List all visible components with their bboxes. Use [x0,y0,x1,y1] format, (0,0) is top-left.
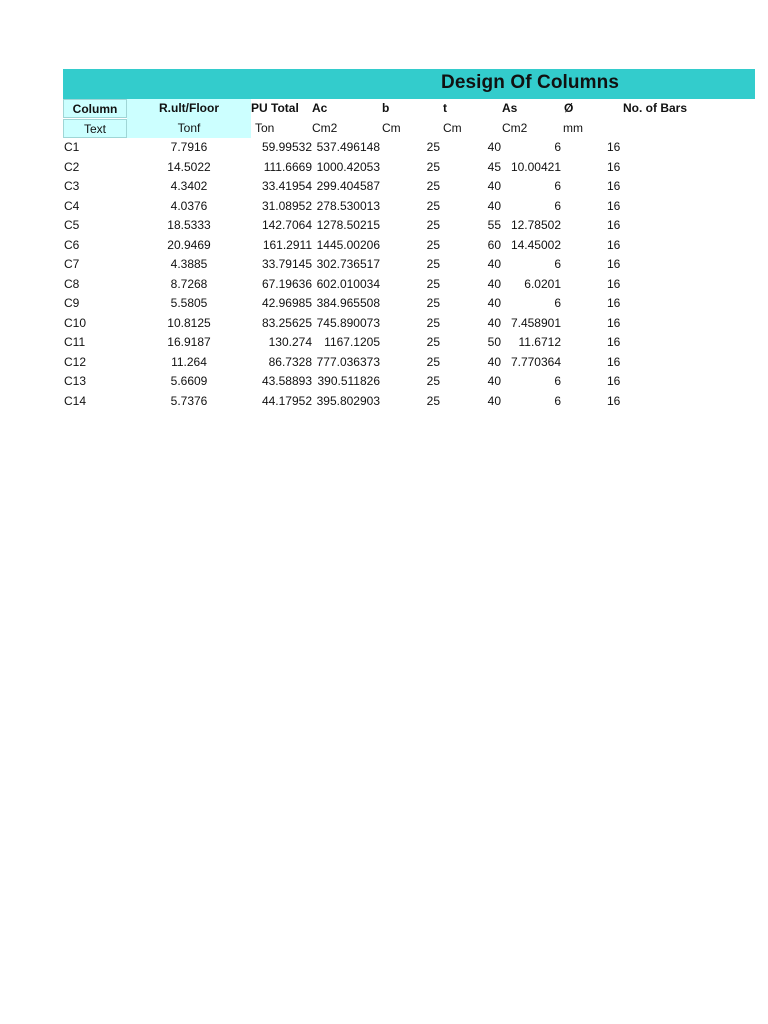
table-row [63,353,755,373]
unit-b[interactable]: Cm [382,120,401,135]
cell-ac[interactable]: 278.530013 [316,198,380,213]
cell-ac[interactable]: 1278.50215 [316,218,380,232]
cell-pu-total[interactable]: 161.2911 [262,237,312,252]
cell-t[interactable]: 50 [487,335,501,349]
cell-t[interactable]: 60 [487,237,501,252]
cell-t[interactable]: 40 [487,179,501,193]
cell-ac[interactable]: 745.890073 [316,315,380,330]
cell-no-of-bars[interactable]: 16 [607,159,621,174]
cell-t[interactable]: 55 [487,218,501,232]
cell-ac[interactable]: 1000.42053 [316,159,380,174]
columns-sheet [63,69,755,411]
unit-pu-total[interactable]: Ton [255,120,275,135]
cell-as[interactable]: 7.458901 [510,315,561,330]
cell-as[interactable]: 6 [554,393,561,408]
cell-t[interactable]: 45 [487,159,501,174]
cell-column-name[interactable]: C3 [64,179,80,193]
cell-no-of-bars[interactable]: 16 [607,257,621,271]
unit-t[interactable]: Cm [443,120,462,135]
cell-as[interactable]: 11.6712 [518,335,561,349]
cell-pu-total[interactable]: 44.17952 [261,393,312,408]
cell-t[interactable]: 40 [487,296,501,310]
unit-as[interactable]: Cm2 [502,120,528,135]
cell-b[interactable]: 25 [426,237,440,252]
header-b[interactable]: b [382,101,390,115]
cell-pu-total[interactable]: 83.25625 [261,315,312,330]
cell-rult[interactable]: 5.5805 [170,296,208,310]
cell-rult[interactable]: 18.5333 [167,218,211,232]
header-as[interactable]: As [502,101,518,115]
table-row [63,138,755,158]
cell-b[interactable]: 25 [426,179,440,193]
cell-ac[interactable]: 1445.00206 [316,237,380,252]
units-row [63,119,755,139]
cell-pu-total[interactable]: 86.7328 [268,354,312,369]
cell-pu-total[interactable]: 42.96985 [261,296,312,310]
table-row [63,255,755,275]
cell-rult[interactable]: 7.7916 [170,140,208,154]
cell-as[interactable]: 6 [554,179,561,193]
table-row [63,314,755,334]
cell-no-of-bars[interactable]: 16 [607,198,621,213]
cell-no-of-bars[interactable]: 16 [607,315,621,330]
cell-column-name[interactable]: C1 [64,140,80,154]
unit-rult[interactable]: Tonf [127,119,251,139]
cell-pu-total[interactable]: 33.41954 [261,179,312,193]
cell-rult[interactable]: 8.7268 [170,276,208,291]
cell-no-of-bars[interactable]: 16 [607,276,621,291]
cell-no-of-bars[interactable]: 16 [607,374,621,388]
cell-no-of-bars[interactable]: 16 [607,296,621,310]
cell-no-of-bars[interactable]: 16 [607,179,621,193]
cell-b[interactable]: 25 [426,257,440,271]
cell-b[interactable]: 25 [426,159,440,174]
cell-column-name[interactable]: C14 [64,393,87,408]
header-column[interactable]: Column [63,99,127,118]
cell-t[interactable]: 40 [487,276,501,291]
header-row [63,99,755,119]
cell-b[interactable]: 25 [426,315,440,330]
cell-t[interactable]: 40 [487,393,501,408]
cell-no-of-bars[interactable]: 16 [607,354,621,369]
cell-rult[interactable]: 20.9469 [167,237,211,252]
cell-as[interactable]: 6 [554,374,561,388]
header-no-of-bars[interactable]: No. of Bars [623,101,688,115]
cell-pu-total[interactable]: 111.6669 [263,159,312,174]
cell-rult[interactable]: 4.3885 [170,257,208,271]
cell-t[interactable]: 40 [487,354,501,369]
cell-pu-total[interactable]: 67.19636 [261,276,312,291]
table-row [63,236,755,256]
table-row [63,392,755,412]
header-t[interactable]: t [443,101,447,115]
cell-rult[interactable]: 14.5022 [167,159,211,174]
cell-as[interactable]: 6 [554,296,561,310]
cell-b[interactable]: 25 [426,354,440,369]
cell-no-of-bars[interactable]: 16 [607,218,621,232]
cell-rult[interactable]: 10.8125 [167,315,211,330]
cell-ac[interactable]: 384.965508 [316,296,380,310]
cell-t[interactable]: 40 [487,315,501,330]
cell-b[interactable]: 25 [426,198,440,213]
cell-rult[interactable]: 4.3402 [170,179,208,193]
cell-column-name[interactable]: C9 [64,296,80,310]
cell-pu-total[interactable]: 130.274 [268,335,312,349]
cell-b[interactable]: 25 [426,335,440,349]
cell-pu-total[interactable]: 43.58893 [261,374,312,388]
table-row [63,197,755,217]
header-ac[interactable]: Ac [312,101,328,115]
cell-pu-total[interactable]: 59.99532 [261,140,312,154]
header-pu-total[interactable]: PU Total [251,101,299,115]
table-row [63,372,755,392]
table-row [63,294,755,314]
cell-column-name[interactable]: C6 [64,237,80,252]
cell-column-name[interactable]: C10 [64,315,87,330]
cell-as[interactable]: 14.45002 [510,237,561,252]
cell-b[interactable]: 25 [426,374,440,388]
cell-column-name[interactable]: C2 [64,159,80,174]
cell-as[interactable]: 12.78502 [510,218,561,232]
cell-ac[interactable]: 537.496148 [316,140,380,154]
cell-as[interactable]: 6 [554,257,561,271]
cell-ac[interactable]: 777.036373 [316,354,380,369]
cell-t[interactable]: 40 [487,257,501,271]
cell-column-name[interactable]: C8 [64,276,80,291]
cell-as[interactable]: 10.00421 [510,159,561,174]
unit-diameter[interactable]: mm [563,120,583,135]
cell-ac[interactable]: 395.802903 [316,393,380,408]
cell-b[interactable]: 25 [426,393,440,408]
cell-t[interactable]: 40 [487,140,501,154]
cell-column-name[interactable]: C11 [64,335,86,349]
cell-rult[interactable]: 16.9187 [167,335,211,349]
header-rult[interactable]: R.ult/Floor [127,99,251,119]
cell-no-of-bars[interactable]: 16 [607,393,621,408]
cell-as[interactable]: 6 [554,198,561,213]
unit-column[interactable]: Text [63,119,127,138]
cell-no-of-bars[interactable]: 16 [607,140,621,154]
cell-pu-total[interactable]: 31.08952 [261,198,312,213]
table-row [63,275,755,295]
cell-column-name[interactable]: C4 [64,198,80,213]
cell-column-name[interactable]: C13 [64,374,87,388]
table-row [63,158,755,178]
table-row [63,177,755,197]
table-row [63,216,755,236]
cell-b[interactable]: 25 [426,218,440,232]
cell-b[interactable]: 25 [426,276,440,291]
table-row [63,333,755,353]
cell-t[interactable]: 40 [487,374,501,388]
cell-as[interactable]: 6 [554,140,561,154]
title-bar [63,69,755,99]
cell-rult[interactable]: 11.264 [171,354,207,369]
cell-t[interactable]: 40 [487,198,501,213]
cell-as[interactable]: 7.770364 [510,354,561,369]
cell-pu-total[interactable]: 142.7064 [261,218,312,232]
cell-ac[interactable]: 1167.1205 [324,335,380,349]
cell-ac[interactable]: 602.010034 [316,276,380,291]
unit-ac[interactable]: Cm2 [312,120,338,135]
cell-rult[interactable]: 5.7376 [170,393,208,408]
cell-pu-total[interactable]: 33.79145 [261,257,312,271]
cell-b[interactable]: 25 [426,296,440,310]
header-diameter[interactable]: Ø [564,101,574,115]
cell-no-of-bars[interactable]: 16 [607,335,621,349]
cell-column-name[interactable]: C12 [64,354,87,369]
cell-rult[interactable]: 5.6609 [170,374,208,388]
cell-column-name[interactable]: C7 [64,257,80,271]
cell-column-name[interactable]: C5 [64,218,80,232]
cell-as[interactable]: 6.0201 [524,276,561,291]
cell-b[interactable]: 25 [426,140,440,154]
cell-ac[interactable]: 299.404587 [316,179,380,193]
sheet-title: Design Of Columns [441,72,619,93]
cell-ac[interactable]: 390.511826 [317,374,380,388]
cell-ac[interactable]: 302.736517 [316,257,380,271]
cell-no-of-bars[interactable]: 16 [607,237,621,252]
cell-rult[interactable]: 4.0376 [170,198,208,213]
